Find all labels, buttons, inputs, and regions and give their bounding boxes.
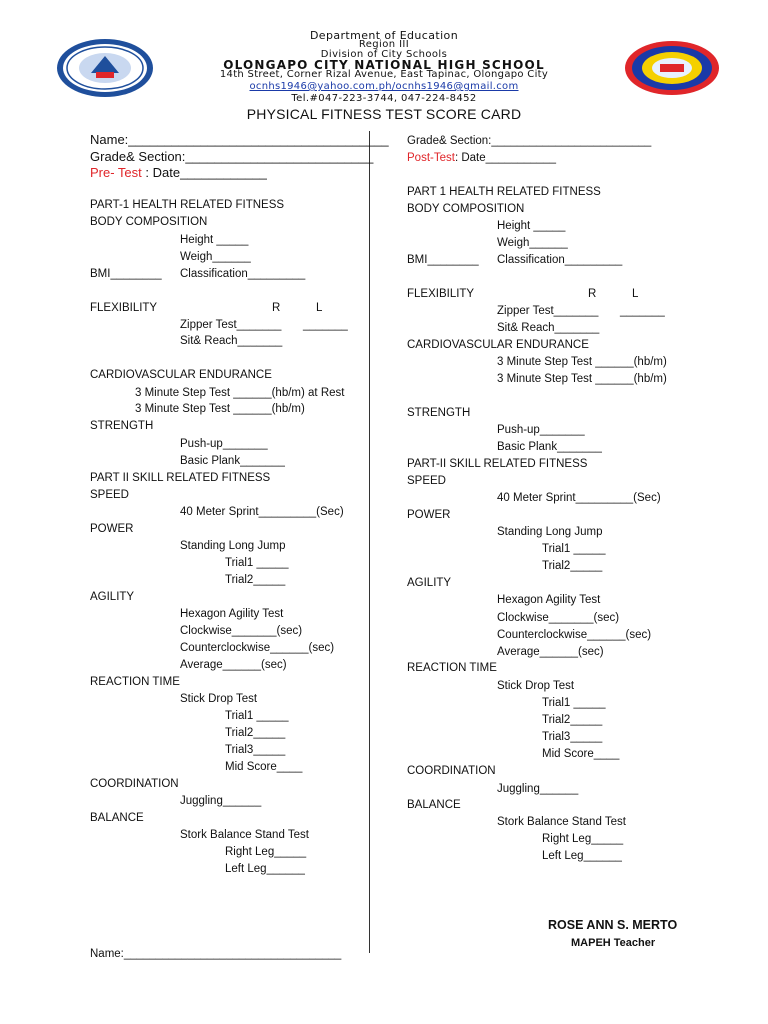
- pre-right-label: R: [272, 302, 281, 314]
- pre-clockwise-field: Clockwise_______(sec): [180, 625, 303, 637]
- header-region: Region III: [358, 39, 410, 50]
- post-reaction-trial1: Trial1 _____: [542, 697, 606, 709]
- footer-name-field: Name:__________________________________: [90, 948, 342, 960]
- pre-plank-field: Basic Plank_______: [180, 455, 285, 467]
- pre-jump-trial1: Trial1 _____: [225, 557, 289, 569]
- pre-name-field: Name:____________________________________: [90, 132, 389, 147]
- pre-stick-drop-label: Stick Drop Test: [180, 693, 258, 705]
- post-hexagon-label: Hexagon Agility Test: [497, 594, 601, 606]
- post-zipper-left-field: _______: [620, 305, 665, 317]
- pre-step-test-rest: 3 Minute Step Test ______(hb/m) at Rest: [135, 387, 345, 399]
- pre-stork-label: Stork Balance Stand Test: [180, 829, 309, 841]
- post-counterclockwise-field: Counterclockwise______(sec): [497, 629, 652, 641]
- pre-jump-trial2: Trial2_____: [225, 574, 286, 586]
- pre-weigh-field: Weigh______: [180, 251, 251, 263]
- post-left-label: L: [632, 288, 639, 300]
- pre-long-jump-label: Standing Long Jump: [180, 540, 286, 552]
- post-height-field: Height _____: [497, 220, 566, 232]
- pre-flexibility-heading: FLEXIBILITY: [90, 302, 158, 314]
- pre-cardio-heading: CARDIOVASCULAR ENDURANCE: [90, 369, 272, 381]
- post-zipper-field: Zipper Test_______: [497, 305, 599, 317]
- post-jump-trial2: Trial2_____: [542, 560, 603, 572]
- post-bmi-field: BMI________: [407, 254, 479, 266]
- pre-average-field: Average______(sec): [180, 659, 287, 671]
- pre-date-line: [90, 165, 267, 181]
- post-cardio-heading: CARDIOVASCULAR ENDURANCE: [407, 339, 589, 351]
- header-emails[interactable]: ocnhs1946@yahoo.com.ph/ocnhs1946@gmail.com: [249, 81, 519, 92]
- pre-part2-heading: PART II SKILL RELATED FITNESS: [90, 472, 271, 484]
- post-jump-trial1: Trial1 _____: [542, 543, 606, 555]
- post-test-label: Post-Test: [407, 152, 455, 164]
- pre-classification-field: Classification_________: [180, 268, 306, 280]
- post-balance-heading: BALANCE: [407, 799, 461, 811]
- pre-power-heading: POWER: [90, 523, 134, 535]
- pre-strength-heading: STRENGTH: [90, 420, 154, 432]
- post-body-comp-heading: BODY COMPOSITION: [407, 203, 525, 215]
- post-strength-heading: STRENGTH: [407, 407, 471, 419]
- pre-left-label: L: [316, 302, 323, 314]
- post-date-field: : Date___________: [454, 152, 556, 164]
- post-speed-heading: SPEED: [407, 475, 446, 487]
- pre-right-leg-field: Right Leg_____: [225, 846, 307, 858]
- pre-zipper-field: Zipper Test_______: [180, 319, 282, 331]
- post-flexibility-heading: FLEXIBILITY: [407, 288, 475, 300]
- pre-counterclockwise-field: Counterclockwise______(sec): [180, 642, 335, 654]
- pre-sprint-field: 40 Meter Sprint_________(Sec): [180, 506, 344, 518]
- pre-step-test: 3 Minute Step Test ______(hb/m): [135, 403, 305, 415]
- pre-date-field: : Date____________: [141, 165, 267, 180]
- pre-part1-heading: PART-1 HEALTH RELATED FITNESS: [90, 199, 285, 211]
- post-grade-field: Grade& Section:_________________________: [407, 135, 652, 147]
- post-stork-label: Stork Balance Stand Test: [497, 816, 626, 828]
- header-school: OLONGAPO CITY NATIONAL HIGH SCHOOL: [223, 58, 545, 72]
- post-right-label: R: [588, 288, 597, 300]
- post-average-field: Average______(sec): [497, 646, 604, 658]
- pre-left-leg-field: Left Leg______: [225, 863, 305, 875]
- pre-body-comp-heading: BODY COMPOSITION: [90, 216, 208, 228]
- post-classification-field: Classification_________: [497, 254, 623, 266]
- post-step-test-1: 3 Minute Step Test ______(hb/m): [497, 356, 667, 368]
- post-reaction-trial3: Trial3_____: [542, 731, 603, 743]
- pre-zipper-left-field: _______: [303, 319, 348, 331]
- post-step-test-2: 3 Minute Step Test ______(hb/m): [497, 373, 667, 385]
- post-long-jump-label: Standing Long Jump: [497, 526, 603, 538]
- post-reaction-heading: REACTION TIME: [407, 662, 497, 674]
- post-power-heading: POWER: [407, 509, 451, 521]
- post-juggling-field: Juggling______: [497, 783, 579, 795]
- pre-hexagon-label: Hexagon Agility Test: [180, 608, 284, 620]
- post-agility-heading: AGILITY: [407, 577, 452, 589]
- pre-bmi-field: BMI________: [90, 268, 162, 280]
- pre-test-label: Pre- Test: [90, 165, 142, 180]
- pre-speed-heading: SPEED: [90, 489, 129, 501]
- pre-juggling-field: Juggling______: [180, 795, 262, 807]
- post-reaction-trial2: Trial2_____: [542, 714, 603, 726]
- post-coordination-heading: COORDINATION: [407, 765, 496, 777]
- pre-reaction-heading: REACTION TIME: [90, 676, 180, 688]
- pre-height-field: Height _____: [180, 234, 249, 246]
- pre-sit-reach-field: Sit& Reach_______: [180, 335, 283, 347]
- page-title: PHYSICAL FITNESS TEST SCORE CARD: [246, 106, 522, 122]
- post-part1-heading: PART 1 HEALTH RELATED FITNESS: [407, 186, 601, 198]
- header-department: Department of Education: [309, 29, 459, 42]
- post-clockwise-field: Clockwise_______(sec): [497, 612, 620, 624]
- post-part2-heading: PART-II SKILL RELATED FITNESS: [407, 458, 588, 470]
- header-division: Division of City Schools: [320, 49, 448, 60]
- pre-reaction-trial1: Trial1 _____: [225, 710, 289, 722]
- post-weigh-field: Weigh______: [497, 237, 568, 249]
- post-pushup-field: Push-up_______: [497, 424, 585, 436]
- post-left-leg-field: Left Leg______: [542, 850, 622, 862]
- post-date-line: [407, 151, 556, 165]
- signatory-name: ROSE ANN S. MERTO: [548, 918, 678, 932]
- signatory-role: MAPEH Teacher: [571, 937, 656, 949]
- pre-mid-score: Mid Score____: [225, 761, 303, 773]
- post-sprint-field: 40 Meter Sprint_________(Sec): [497, 492, 661, 504]
- pre-reaction-trial3: Trial3_____: [225, 744, 286, 756]
- pre-pushup-field: Push-up_______: [180, 438, 268, 450]
- pre-agility-heading: AGILITY: [90, 591, 135, 603]
- post-plank-field: Basic Plank_______: [497, 441, 602, 453]
- pre-grade-field: Grade& Section:__________________________: [90, 149, 374, 164]
- post-stick-drop-label: Stick Drop Test: [497, 680, 575, 692]
- pre-balance-heading: BALANCE: [90, 812, 144, 824]
- post-mid-score: Mid Score____: [542, 748, 620, 760]
- column-divider: [369, 131, 370, 953]
- header-address: 14th Street, Corner Rizal Avenue, East Tapinac, Olongapo City: [219, 69, 549, 80]
- pre-reaction-trial2: Trial2_____: [225, 727, 286, 739]
- pre-coordination-heading: COORDINATION: [90, 778, 179, 790]
- post-right-leg-field: Right Leg_____: [542, 833, 624, 845]
- post-sit-reach-field: Sit& Reach_______: [497, 322, 600, 334]
- header-tel: Tel.#047-223-3744, 047-224-8452: [291, 93, 477, 104]
